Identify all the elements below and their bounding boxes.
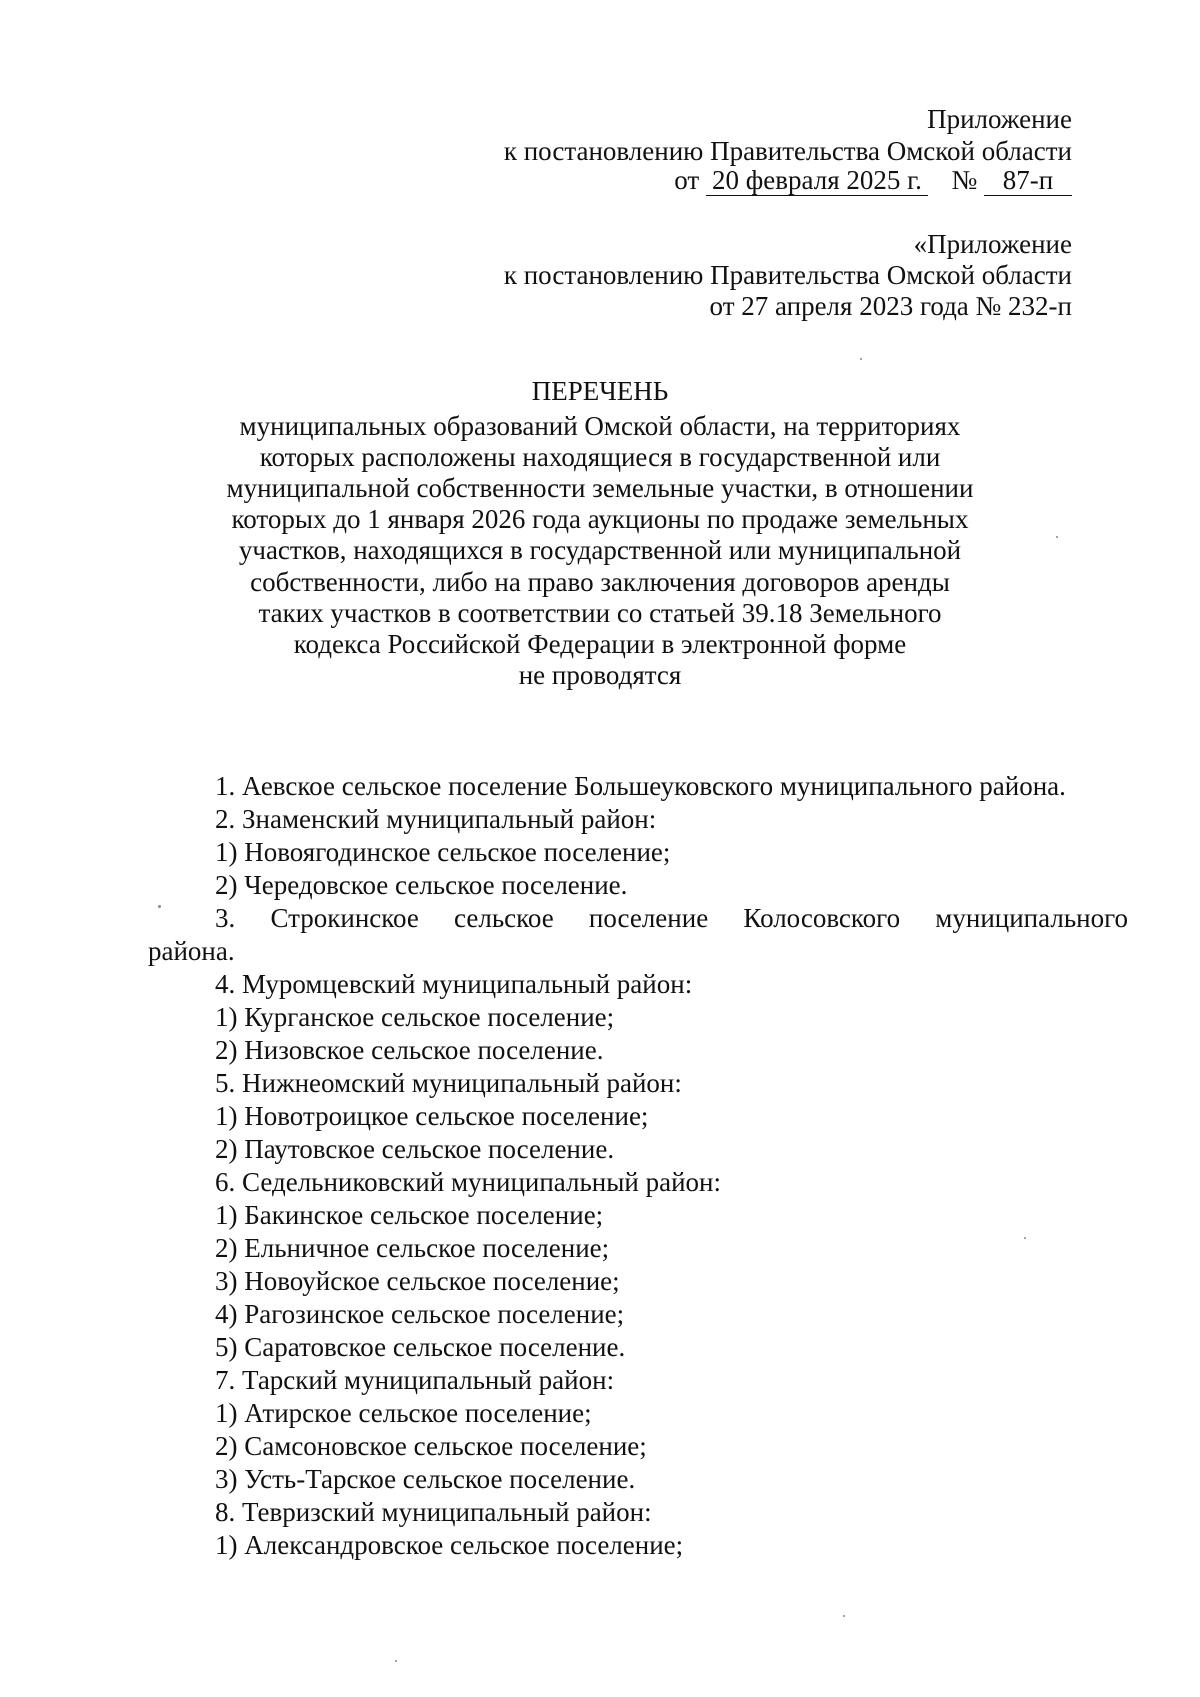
heading-line: муниципальных образований Омской области, на территориях (239, 411, 961, 441)
list-item: 1) Новотроицкое сельское поселение; (215, 1101, 649, 1131)
heading-line: не проводятся (518, 660, 682, 690)
appendix-ref: к постановлению Правительства Омской области (503, 136, 1072, 166)
appendix-title: Приложение (927, 104, 1072, 134)
heading-line: которых расположены находящиеся в государственной или (259, 442, 941, 472)
scan-speck (860, 358, 862, 360)
heading-line: участков, находящихся в государственной или муниципальной (238, 535, 962, 565)
heading-line: таких участков в соответствии со статьей 39.18 Земельного (258, 598, 942, 628)
scan-speck (158, 905, 161, 908)
heading-line: муниципальной собственности земельные участки, в отношении (226, 473, 974, 503)
number-sign: № (951, 165, 978, 195)
heading-line: собственности, либо на право заключения договоров аренды (250, 567, 950, 597)
list-item: 8. Тевризский муниципальный район: (215, 1497, 652, 1527)
list-item: 3) Новоуйское сельское поселение; (215, 1266, 620, 1296)
list-item: 6. Седельниковский муниципальный район: (215, 1167, 721, 1197)
scan-speck (843, 1615, 845, 1617)
list-item: 1) Бакинское сельское поселение; (215, 1200, 604, 1230)
list-item: 1) Атирское сельское поселение; (215, 1398, 592, 1428)
old-appendix-title: «Приложение (913, 229, 1072, 259)
list-item: 2) Чередовское сельское поселение. (215, 870, 628, 900)
heading-line: которых до 1 января 2026 года аукционы по продаже земельных (231, 504, 969, 534)
list-item: 4) Рагозинское сельское поселение; (215, 1299, 625, 1329)
date-prefix: от (674, 165, 700, 195)
list-item: 1) Александровское сельское поселение; (215, 1530, 684, 1560)
list-item: 5) Саратовское сельское поселение. (215, 1332, 626, 1362)
old-appendix-date: от 27 апреля 2023 года № 232-п (709, 291, 1072, 321)
list-item: 3. Строкинское сельское поселение Колосовского муниципального (215, 903, 1128, 933)
scan-speck (1024, 1237, 1026, 1239)
list-item: 2) Ельничное сельское поселение; (215, 1233, 610, 1263)
list-item: 2) Самсоновское сельское поселение; (215, 1431, 647, 1461)
list-item: района. (148, 936, 235, 966)
list-item: 7. Тарский муниципальный район: (215, 1365, 615, 1395)
heading-line: кодекса Российской Федерации в электронной форме (293, 629, 907, 659)
list-item: 3) Усть-Тарское сельское поселение. (215, 1464, 636, 1494)
appendix-date: 20 февраля 2025 г. (706, 165, 928, 196)
list-item: 1) Новоягодинское сельское поселение; (215, 837, 671, 867)
scan-speck (395, 1660, 397, 1662)
heading-title: ПЕРЕЧЕНЬ (531, 376, 669, 406)
list-item: 4. Муромцевский муниципальный район: (215, 969, 693, 999)
old-appendix-ref: к постановлению Правительства Омской области (503, 260, 1072, 290)
list-item: 2) Паутовское сельское поселение. (215, 1134, 615, 1164)
appendix-date-line (674, 164, 1072, 196)
list-item: 1. Аевское сельское поселение Большеуковского муниципального района. (215, 771, 1066, 801)
list-item: 5. Нижнеомский муниципальный район: (215, 1068, 682, 1098)
appendix-number: 87-п (984, 165, 1072, 196)
scan-speck (1056, 536, 1058, 538)
list-item: 1) Курганское сельское поселение; (215, 1002, 615, 1032)
list-item: 2) Низовское сельское поселение. (215, 1035, 604, 1065)
list-item: 2. Знаменский муниципальный район: (215, 804, 657, 834)
